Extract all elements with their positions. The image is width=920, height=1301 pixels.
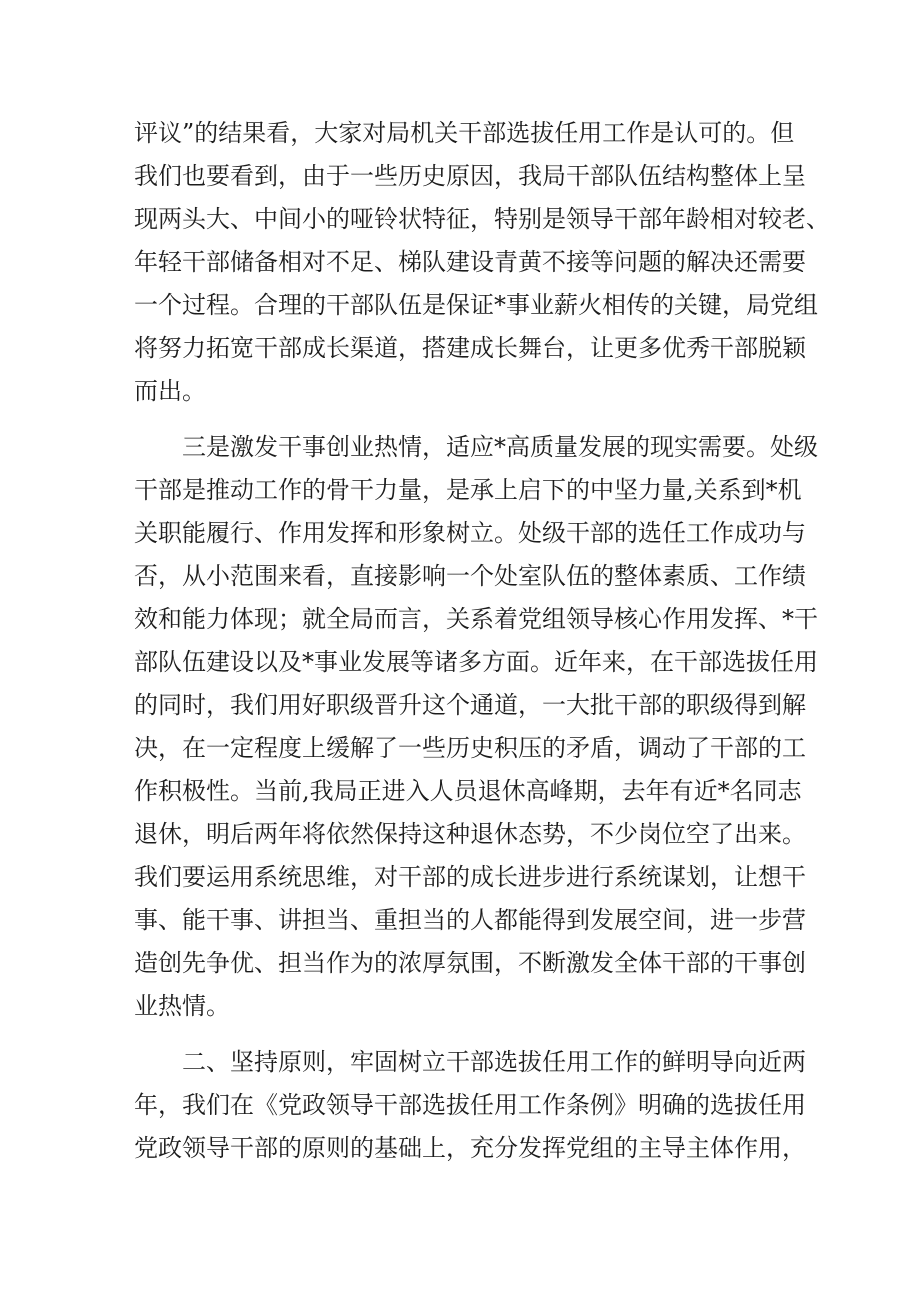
paragraph-3 (134, 1041, 806, 1170)
paragraph-spacer (134, 1028, 794, 1041)
text-line: 业热情。 (134, 992, 230, 1020)
text-line-indented: 二、坚持原则，牢固树立干部选拔任用工作的鲜明导向近两 (182, 1048, 806, 1076)
paragraph-spacer (134, 413, 794, 426)
paragraph-2 (134, 426, 818, 1028)
text-line: 干部是推动工作的骨干力量，是承上启下的中坚力量,关系到*机 (134, 476, 802, 504)
text-line: 年，我们在《党政领导干部选拔任用工作条例》明确的选拔任用 (134, 1091, 806, 1119)
text-line: 我们也要看到，由于一些历史原因，我局干部队伍结构整体上呈 (134, 162, 806, 190)
text-line: 造创先争优、担当作为的浓厚氛围，不断激发全体干部的干事创 (134, 949, 806, 977)
text-line: 党政领导干部的原则的基础上，充分发挥党组的主导主体作用， (134, 1134, 806, 1162)
text-line: 关职能履行、作用发挥和形象树立。处级干部的选任工作成功与 (134, 519, 806, 547)
text-line: 否，从小范围来看，直接影响一个处室队伍的整体素质、工作绩 (134, 562, 806, 590)
text-line: 一个过程。合理的干部队伍是保证*事业薪火相传的关键，局党组 (134, 291, 818, 319)
text-line: 效和能力体现；就全局而言，关系着党组领导核心作用发挥、*干 (134, 605, 818, 633)
document-body (134, 112, 830, 1170)
text-line: 现两头大、中间小的哑铃状特征，特别是领导干部年龄相对较老、 (134, 205, 830, 233)
text-line-indented: 三是激发干事创业热情，适应*高质量发展的现实需要。处级 (182, 433, 818, 461)
text-line: 部队伍建设以及*事业发展等诸多方面。近年来，在干部选拔任用 (134, 648, 818, 676)
text-line: 决，在一定程度上缓解了一些历史积压的矛盾，调动了干部的工 (134, 734, 806, 762)
text-line: 退休，明后两年将依然保持这种退休态势，不少岗位空了出来。 (134, 820, 806, 848)
text-line: 评议”的结果看，大家对局机关干部选拔任用工作是认可的。但 (134, 119, 795, 147)
text-line: 将努力拓宽干部成长渠道，搭建成长舞台，让更多优秀干部脱颖 (134, 334, 806, 362)
text-line: 年轻干部储备相对不足、梯队建设青黄不接等问题的解决还需要 (134, 248, 806, 276)
paragraph-1 (134, 112, 830, 413)
text-line: 的同时，我们用好职级晋升这个通道，一大批干部的职级得到解 (134, 691, 806, 719)
text-line: 而出。 (134, 377, 206, 405)
text-line: 事、能干事、讲担当、重担当的人都能得到发展空间，进一步营 (134, 906, 806, 934)
text-line: 我们要运用系统思维，对干部的成长进步进行系统谋划，让想干 (134, 863, 806, 891)
text-line: 作积极性。当前,我局正进入人员退休高峰期，去年有近*名同志 (134, 777, 802, 805)
